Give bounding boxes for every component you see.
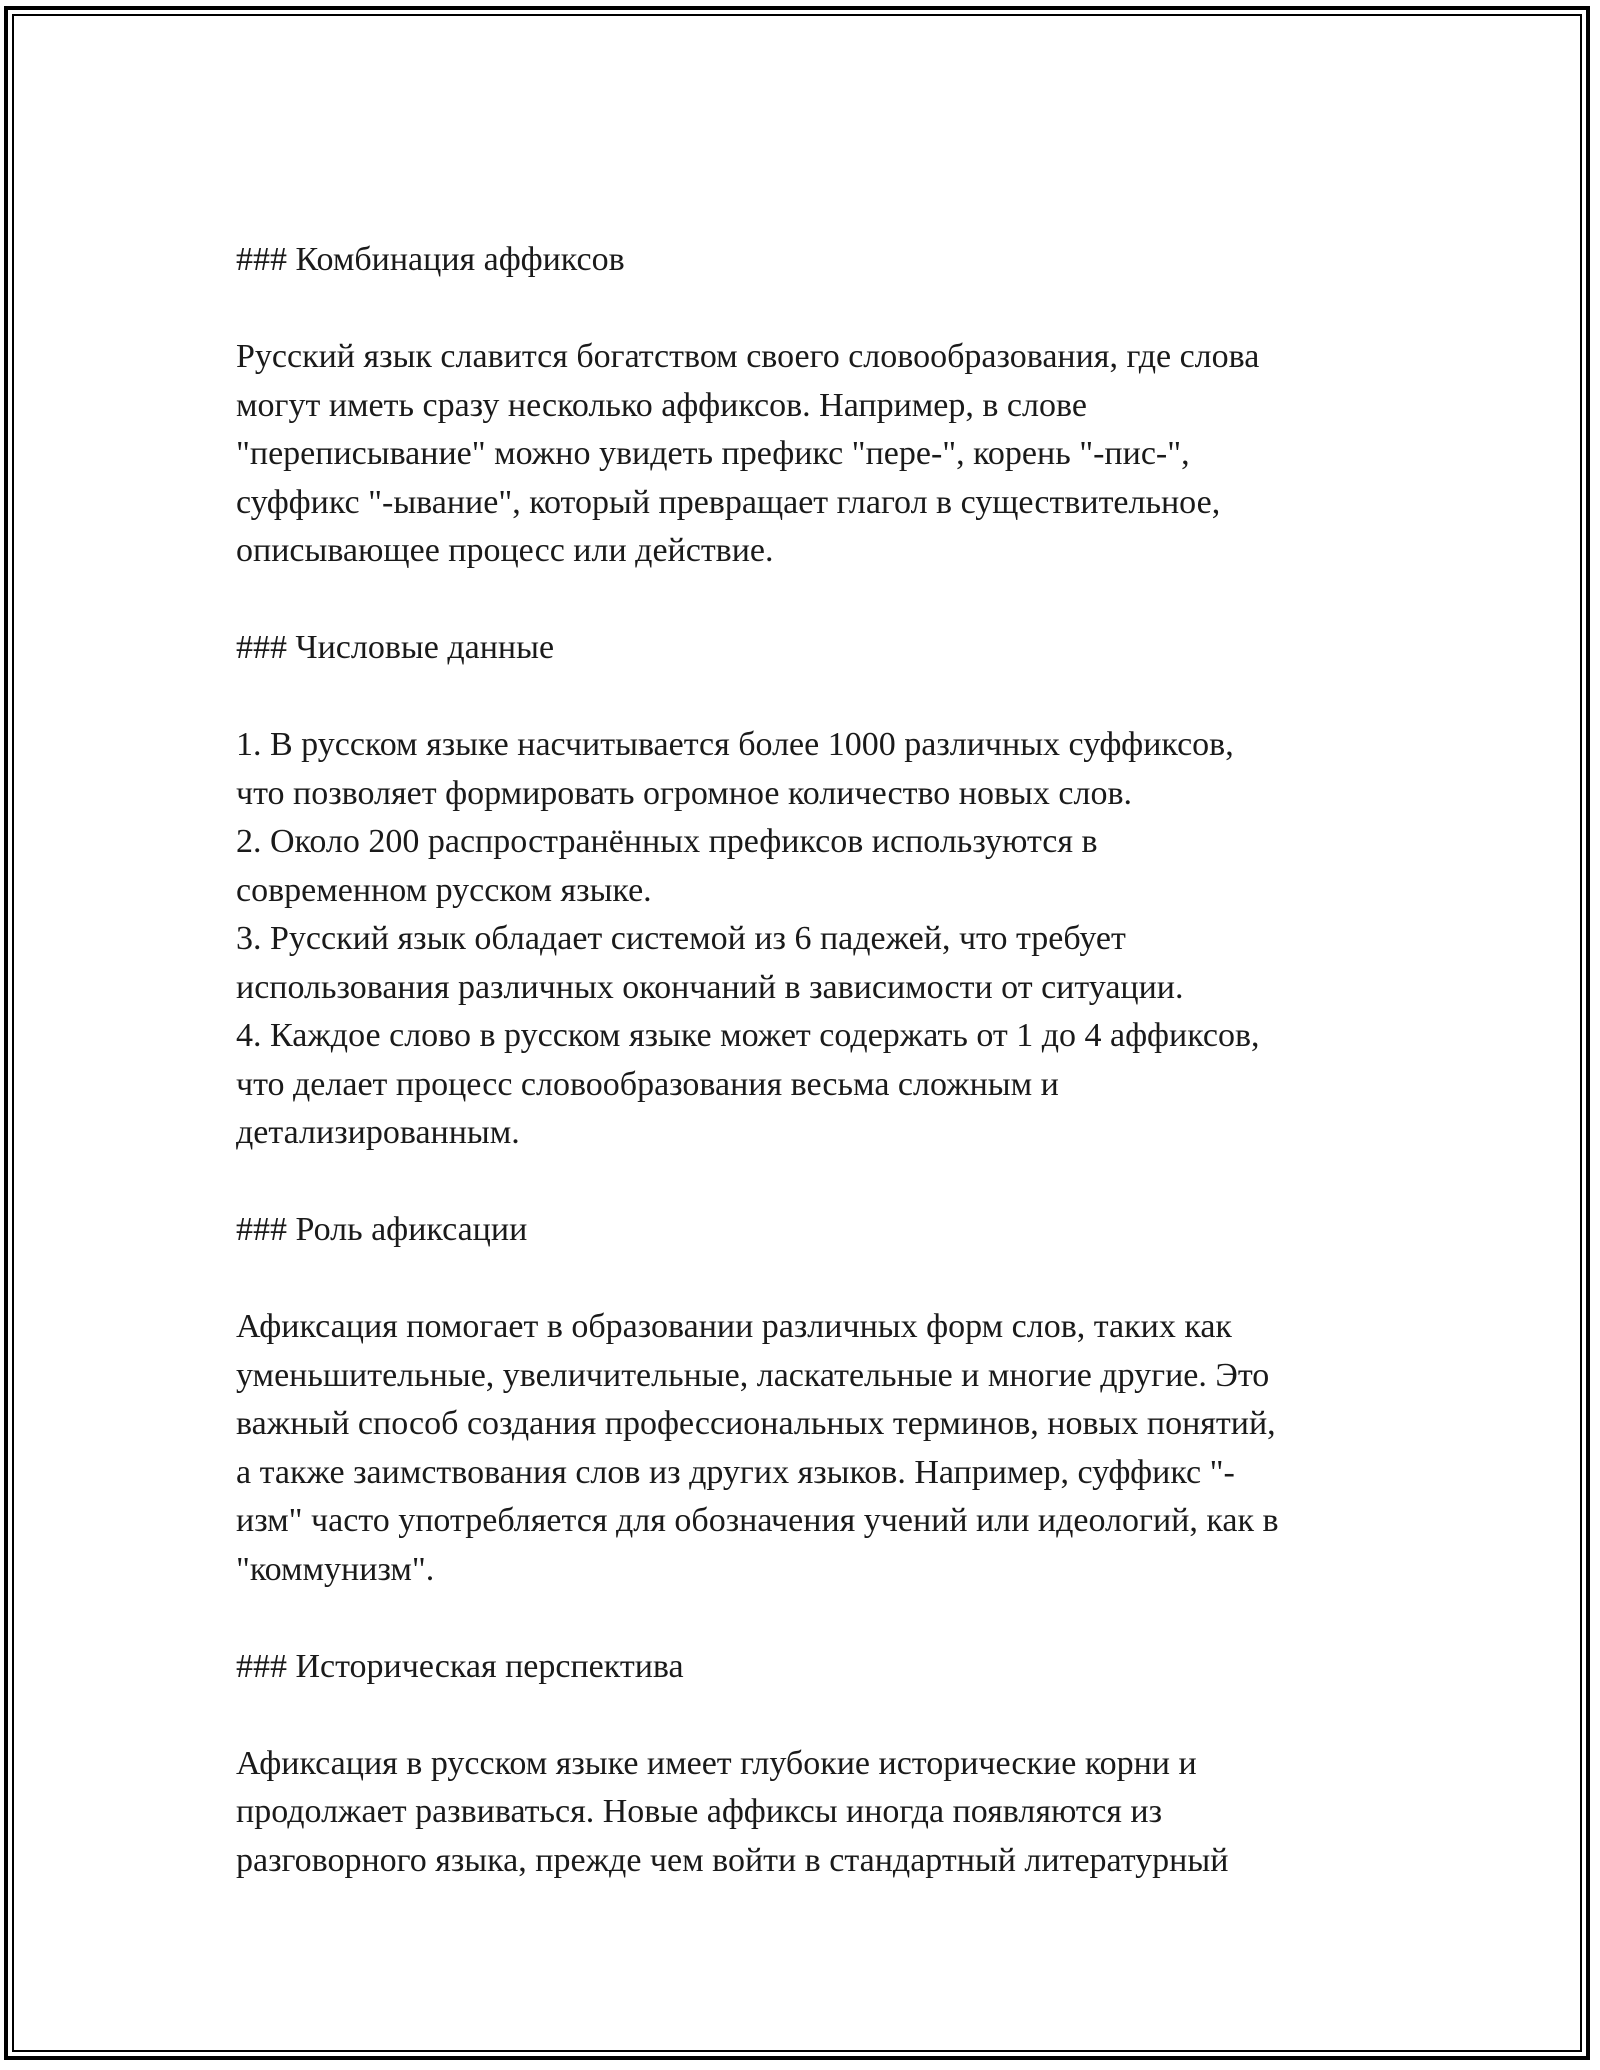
text-line: продолжает развиваться. Новые аффиксы иногда появляются из <box>236 1793 1163 1830</box>
text-line: что делает процесс словообразования весьма сложным и <box>236 1065 1059 1103</box>
blank-line <box>236 673 1386 722</box>
text-line: важный способ создания профессиональных терминов, новых понятий, <box>236 1405 1276 1442</box>
text-line: детализированным. <box>236 1114 520 1151</box>
text-line: изм" часто употребляется для обозначения учений или идеологий, как в <box>236 1502 1279 1539</box>
blank-line <box>236 576 1386 625</box>
blank-line <box>236 1594 1386 1643</box>
paragraph <box>236 1303 1386 1594</box>
paragraph <box>236 333 1386 576</box>
text-line: описывающее процесс или действие. <box>236 532 774 569</box>
text-line: разговорного языка, прежде чем войти в стандартный литературный <box>236 1841 1229 1879</box>
text-line: современном русском языке. <box>236 871 652 909</box>
text-line: "коммунизм". <box>236 1550 435 1588</box>
text-line: суффикс "-ывание", который превращает глагол в существительное, <box>236 483 1221 521</box>
text-line: 4. Каждое слово в русском языке может содержать от 1 до 4 аффиксов, <box>236 1017 1260 1054</box>
text-line: "переписывание" можно увидеть префикс "пере-", корень "-пис-", <box>236 435 1190 472</box>
text-line: Афиксация помогает в образовании различных форм слов, таких как <box>236 1308 1232 1345</box>
text-line: уменьшительные, увеличительные, ласкательные и многие другие. Это <box>236 1356 1270 1394</box>
section-heading: ### Историческая перспектива <box>236 1647 684 1685</box>
blank-line <box>236 1691 1386 1740</box>
text-line: использования различных окончаний в зависимости от ситуации. <box>236 968 1184 1006</box>
text-line: Афиксация в русском языке имеет глубокие исторические корни и <box>236 1744 1197 1782</box>
text-line: 2. Около 200 распространённых префиксов используются в <box>236 823 1098 860</box>
text-line: что позволяет формировать огромное количество новых слов. <box>236 774 1133 812</box>
blank-line <box>236 1158 1386 1207</box>
paragraph <box>236 1740 1386 1886</box>
text-line: 1. В русском языке насчитывается более 1000 различных суффиксов, <box>236 726 1234 763</box>
text-line: Русский язык славится богатством своего словообразования, где слова <box>236 338 1260 375</box>
text-line: могут иметь сразу несколько аффиксов. Например, в слове <box>236 386 1087 424</box>
blank-line <box>236 285 1386 334</box>
paragraph <box>236 721 1386 1158</box>
blank-line <box>236 1255 1386 1304</box>
section-heading: ### Роль афиксации <box>236 1211 528 1248</box>
document-body <box>236 236 1386 1885</box>
text-line: 3. Русский язык обладает системой из 6 падежей, что требует <box>236 920 1126 957</box>
text-line: а также заимствования слов из других языков. Например, суффикс "- <box>236 1453 1235 1491</box>
section-heading: ### Числовые данные <box>236 629 555 666</box>
section-heading: ### Комбинация аффиксов <box>236 241 625 278</box>
